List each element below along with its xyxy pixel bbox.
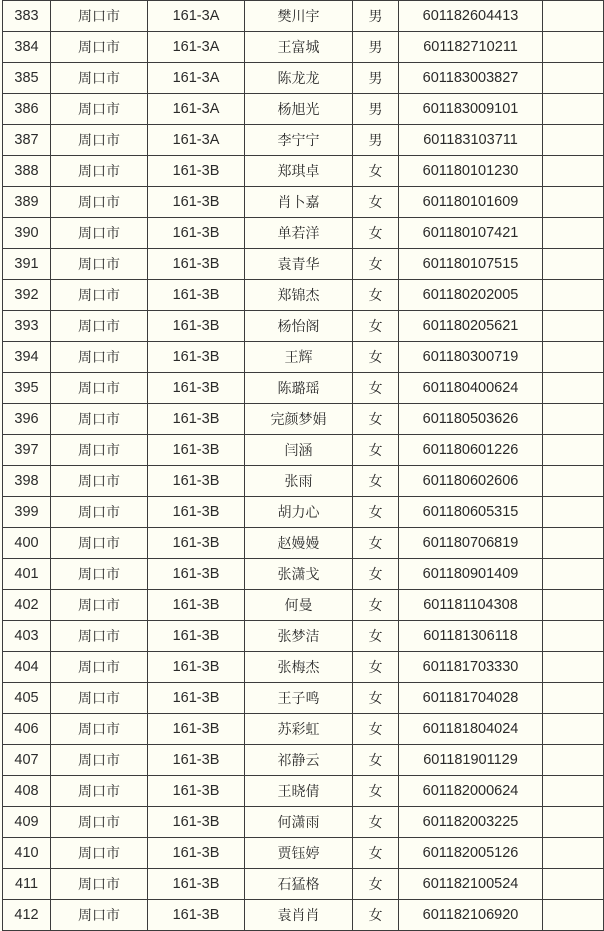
gender-cell: 女: [353, 373, 399, 404]
student-name-cell: 王子鸣: [245, 683, 353, 714]
table-row: [3, 156, 604, 187]
gender-cell: 男: [353, 125, 399, 156]
empty-cell: [543, 218, 604, 249]
class-code-cell: 161-3B: [148, 900, 245, 931]
gender-cell: 女: [353, 528, 399, 559]
student-name-cell: 郑锦杰: [245, 280, 353, 311]
class-code-cell: 161-3B: [148, 807, 245, 838]
table-row: [3, 63, 604, 94]
student-id-cell: 601181704028: [399, 683, 543, 714]
class-code-cell: 161-3B: [148, 590, 245, 621]
city-cell: 周口市: [51, 652, 148, 683]
empty-cell: [543, 187, 604, 218]
empty-cell: [543, 404, 604, 435]
student-name-cell: 王晓倩: [245, 776, 353, 807]
empty-cell: [543, 311, 604, 342]
student-name-cell: 王辉: [245, 342, 353, 373]
gender-cell: 女: [353, 776, 399, 807]
city-cell: 周口市: [51, 466, 148, 497]
city-cell: 周口市: [51, 32, 148, 63]
gender-cell: 男: [353, 32, 399, 63]
gender-cell: 女: [353, 838, 399, 869]
city-cell: 周口市: [51, 621, 148, 652]
table-row: [3, 683, 604, 714]
empty-cell: [543, 94, 604, 125]
table-row: [3, 528, 604, 559]
student-id-cell: 601182604413: [399, 1, 543, 32]
empty-cell: [543, 342, 604, 373]
city-cell: 周口市: [51, 280, 148, 311]
class-code-cell: 161-3B: [148, 776, 245, 807]
class-code-cell: 161-3B: [148, 714, 245, 745]
city-cell: 周口市: [51, 683, 148, 714]
student-id-cell: 601180602606: [399, 466, 543, 497]
row-number-cell: 398: [3, 466, 51, 497]
student-name-cell: 何潇雨: [245, 807, 353, 838]
class-code-cell: 161-3A: [148, 125, 245, 156]
table-row: [3, 342, 604, 373]
student-id-cell: 601183103711: [399, 125, 543, 156]
class-code-cell: 161-3B: [148, 869, 245, 900]
table-row: [3, 559, 604, 590]
gender-cell: 女: [353, 187, 399, 218]
table-row: [3, 466, 604, 497]
table-row: [3, 187, 604, 218]
table-row: [3, 807, 604, 838]
city-cell: 周口市: [51, 342, 148, 373]
student-id-cell: 601183009101: [399, 94, 543, 125]
gender-cell: 女: [353, 559, 399, 590]
student-name-cell: 袁肖肖: [245, 900, 353, 931]
gender-cell: 女: [353, 497, 399, 528]
table-row: [3, 280, 604, 311]
student-id-cell: 601181804024: [399, 714, 543, 745]
student-id-cell: 601180107515: [399, 249, 543, 280]
student-name-cell: 石猛格: [245, 869, 353, 900]
table-row: [3, 838, 604, 869]
empty-cell: [543, 63, 604, 94]
table-row: [3, 1, 604, 32]
empty-cell: [543, 776, 604, 807]
row-number-cell: 383: [3, 1, 51, 32]
student-name-cell: 袁青华: [245, 249, 353, 280]
student-id-cell: 601181703330: [399, 652, 543, 683]
class-code-cell: 161-3B: [148, 652, 245, 683]
class-code-cell: 161-3A: [148, 1, 245, 32]
row-number-cell: 386: [3, 94, 51, 125]
row-number-cell: 390: [3, 218, 51, 249]
row-number-cell: 412: [3, 900, 51, 931]
city-cell: 周口市: [51, 156, 148, 187]
table-body: [3, 1, 604, 931]
city-cell: 周口市: [51, 745, 148, 776]
city-cell: 周口市: [51, 404, 148, 435]
row-number-cell: 388: [3, 156, 51, 187]
city-cell: 周口市: [51, 63, 148, 94]
student-name-cell: 祁静云: [245, 745, 353, 776]
class-code-cell: 161-3A: [148, 63, 245, 94]
gender-cell: 男: [353, 94, 399, 125]
city-cell: 周口市: [51, 435, 148, 466]
gender-cell: 女: [353, 280, 399, 311]
student-id-cell: 601183003827: [399, 63, 543, 94]
gender-cell: 女: [353, 745, 399, 776]
class-code-cell: 161-3B: [148, 435, 245, 466]
student-id-cell: 601180107421: [399, 218, 543, 249]
empty-cell: [543, 466, 604, 497]
row-number-cell: 409: [3, 807, 51, 838]
class-code-cell: 161-3B: [148, 373, 245, 404]
gender-cell: 女: [353, 218, 399, 249]
student-name-cell: 闫涵: [245, 435, 353, 466]
student-name-cell: 胡力心: [245, 497, 353, 528]
student-name-cell: 完颜梦娟: [245, 404, 353, 435]
student-id-cell: 601182000624: [399, 776, 543, 807]
row-number-cell: 393: [3, 311, 51, 342]
empty-cell: [543, 745, 604, 776]
student-id-cell: 601180605315: [399, 497, 543, 528]
row-number-cell: 402: [3, 590, 51, 621]
city-cell: 周口市: [51, 373, 148, 404]
gender-cell: 女: [353, 621, 399, 652]
city-cell: 周口市: [51, 1, 148, 32]
class-code-cell: 161-3B: [148, 621, 245, 652]
empty-cell: [543, 652, 604, 683]
empty-cell: [543, 869, 604, 900]
class-code-cell: 161-3B: [148, 280, 245, 311]
student-id-cell: 601182005126: [399, 838, 543, 869]
city-cell: 周口市: [51, 869, 148, 900]
empty-cell: [543, 249, 604, 280]
table-row: [3, 497, 604, 528]
city-cell: 周口市: [51, 838, 148, 869]
city-cell: 周口市: [51, 187, 148, 218]
row-number-cell: 400: [3, 528, 51, 559]
gender-cell: 女: [353, 652, 399, 683]
gender-cell: 女: [353, 466, 399, 497]
empty-cell: [543, 435, 604, 466]
class-code-cell: 161-3B: [148, 745, 245, 776]
gender-cell: 女: [353, 249, 399, 280]
student-name-cell: 赵嫚嫚: [245, 528, 353, 559]
student-name-cell: 张梦洁: [245, 621, 353, 652]
table-row: [3, 621, 604, 652]
student-name-cell: 何曼: [245, 590, 353, 621]
student-name-cell: 张梅杰: [245, 652, 353, 683]
city-cell: 周口市: [51, 590, 148, 621]
student-id-cell: 601180101230: [399, 156, 543, 187]
class-code-cell: 161-3A: [148, 94, 245, 125]
class-code-cell: 161-3B: [148, 311, 245, 342]
city-cell: 周口市: [51, 528, 148, 559]
empty-cell: [543, 528, 604, 559]
student-id-cell: 601180202005: [399, 280, 543, 311]
student-id-cell: 601181901129: [399, 745, 543, 776]
student-id-cell: 601180503626: [399, 404, 543, 435]
gender-cell: 男: [353, 63, 399, 94]
empty-cell: [543, 838, 604, 869]
student-id-cell: 601180400624: [399, 373, 543, 404]
city-cell: 周口市: [51, 311, 148, 342]
student-name-cell: 张潇戈: [245, 559, 353, 590]
city-cell: 周口市: [51, 125, 148, 156]
empty-cell: [543, 900, 604, 931]
city-cell: 周口市: [51, 714, 148, 745]
class-code-cell: 161-3B: [148, 838, 245, 869]
table-row: [3, 652, 604, 683]
student-name-cell: 杨怡阁: [245, 311, 353, 342]
gender-cell: 女: [353, 714, 399, 745]
gender-cell: 女: [353, 342, 399, 373]
student-name-cell: 贾钰婷: [245, 838, 353, 869]
table-row: [3, 125, 604, 156]
row-number-cell: 395: [3, 373, 51, 404]
row-number-cell: 391: [3, 249, 51, 280]
class-code-cell: 161-3B: [148, 497, 245, 528]
empty-cell: [543, 714, 604, 745]
empty-cell: [543, 621, 604, 652]
row-number-cell: 389: [3, 187, 51, 218]
student-name-cell: 苏彩虹: [245, 714, 353, 745]
empty-cell: [543, 280, 604, 311]
table-row: [3, 714, 604, 745]
student-id-cell: 601181306118: [399, 621, 543, 652]
city-cell: 周口市: [51, 807, 148, 838]
class-code-cell: 161-3B: [148, 559, 245, 590]
row-number-cell: 407: [3, 745, 51, 776]
student-name-cell: 单若洋: [245, 218, 353, 249]
gender-cell: 女: [353, 404, 399, 435]
row-number-cell: 387: [3, 125, 51, 156]
class-code-cell: 161-3B: [148, 683, 245, 714]
gender-cell: 女: [353, 311, 399, 342]
student-name-cell: 陈璐瑶: [245, 373, 353, 404]
table-row: [3, 94, 604, 125]
table-row: [3, 218, 604, 249]
city-cell: 周口市: [51, 218, 148, 249]
row-number-cell: 410: [3, 838, 51, 869]
row-number-cell: 403: [3, 621, 51, 652]
student-name-cell: 樊川宇: [245, 1, 353, 32]
student-id-cell: 601180101609: [399, 187, 543, 218]
student-id-cell: 601180205621: [399, 311, 543, 342]
gender-cell: 男: [353, 1, 399, 32]
table-row: [3, 311, 604, 342]
row-number-cell: 401: [3, 559, 51, 590]
row-number-cell: 397: [3, 435, 51, 466]
class-code-cell: 161-3B: [148, 342, 245, 373]
class-code-cell: 161-3B: [148, 156, 245, 187]
table-row: [3, 745, 604, 776]
row-number-cell: 394: [3, 342, 51, 373]
student-list-table: [2, 0, 604, 931]
class-code-cell: 161-3B: [148, 218, 245, 249]
class-code-cell: 161-3B: [148, 466, 245, 497]
empty-cell: [543, 559, 604, 590]
gender-cell: 女: [353, 156, 399, 187]
row-number-cell: 399: [3, 497, 51, 528]
gender-cell: 女: [353, 869, 399, 900]
table-row: [3, 373, 604, 404]
row-number-cell: 396: [3, 404, 51, 435]
student-name-cell: 肖卜嘉: [245, 187, 353, 218]
student-id-cell: 601180901409: [399, 559, 543, 590]
empty-cell: [543, 590, 604, 621]
row-number-cell: 405: [3, 683, 51, 714]
student-id-cell: 601182710211: [399, 32, 543, 63]
table-row: [3, 590, 604, 621]
student-id-cell: 601180706819: [399, 528, 543, 559]
city-cell: 周口市: [51, 776, 148, 807]
gender-cell: 女: [353, 590, 399, 621]
city-cell: 周口市: [51, 249, 148, 280]
student-id-cell: 601181104308: [399, 590, 543, 621]
table-row: [3, 869, 604, 900]
row-number-cell: 411: [3, 869, 51, 900]
table-row: [3, 900, 604, 931]
gender-cell: 女: [353, 900, 399, 931]
student-id-cell: 601180300719: [399, 342, 543, 373]
empty-cell: [543, 373, 604, 404]
empty-cell: [543, 32, 604, 63]
empty-cell: [543, 125, 604, 156]
table-row: [3, 435, 604, 466]
table-row: [3, 404, 604, 435]
gender-cell: 女: [353, 807, 399, 838]
class-code-cell: 161-3B: [148, 187, 245, 218]
city-cell: 周口市: [51, 94, 148, 125]
empty-cell: [543, 1, 604, 32]
gender-cell: 女: [353, 683, 399, 714]
student-name-cell: 陈龙龙: [245, 63, 353, 94]
class-code-cell: 161-3A: [148, 32, 245, 63]
gender-cell: 女: [353, 435, 399, 466]
city-cell: 周口市: [51, 559, 148, 590]
student-name-cell: 李宁宁: [245, 125, 353, 156]
student-id-cell: 601182100524: [399, 869, 543, 900]
row-number-cell: 384: [3, 32, 51, 63]
student-id-cell: 601182003225: [399, 807, 543, 838]
row-number-cell: 404: [3, 652, 51, 683]
student-name-cell: 杨旭光: [245, 94, 353, 125]
table-row: [3, 776, 604, 807]
row-number-cell: 385: [3, 63, 51, 94]
empty-cell: [543, 497, 604, 528]
student-name-cell: 王富城: [245, 32, 353, 63]
empty-cell: [543, 156, 604, 187]
student-name-cell: 张雨: [245, 466, 353, 497]
student-id-cell: 601182106920: [399, 900, 543, 931]
row-number-cell: 392: [3, 280, 51, 311]
city-cell: 周口市: [51, 900, 148, 931]
city-cell: 周口市: [51, 497, 148, 528]
row-number-cell: 408: [3, 776, 51, 807]
student-name-cell: 郑琪卓: [245, 156, 353, 187]
row-number-cell: 406: [3, 714, 51, 745]
class-code-cell: 161-3B: [148, 404, 245, 435]
class-code-cell: 161-3B: [148, 528, 245, 559]
table-row: [3, 249, 604, 280]
table-row: [3, 32, 604, 63]
empty-cell: [543, 807, 604, 838]
class-code-cell: 161-3B: [148, 249, 245, 280]
student-id-cell: 601180601226: [399, 435, 543, 466]
empty-cell: [543, 683, 604, 714]
